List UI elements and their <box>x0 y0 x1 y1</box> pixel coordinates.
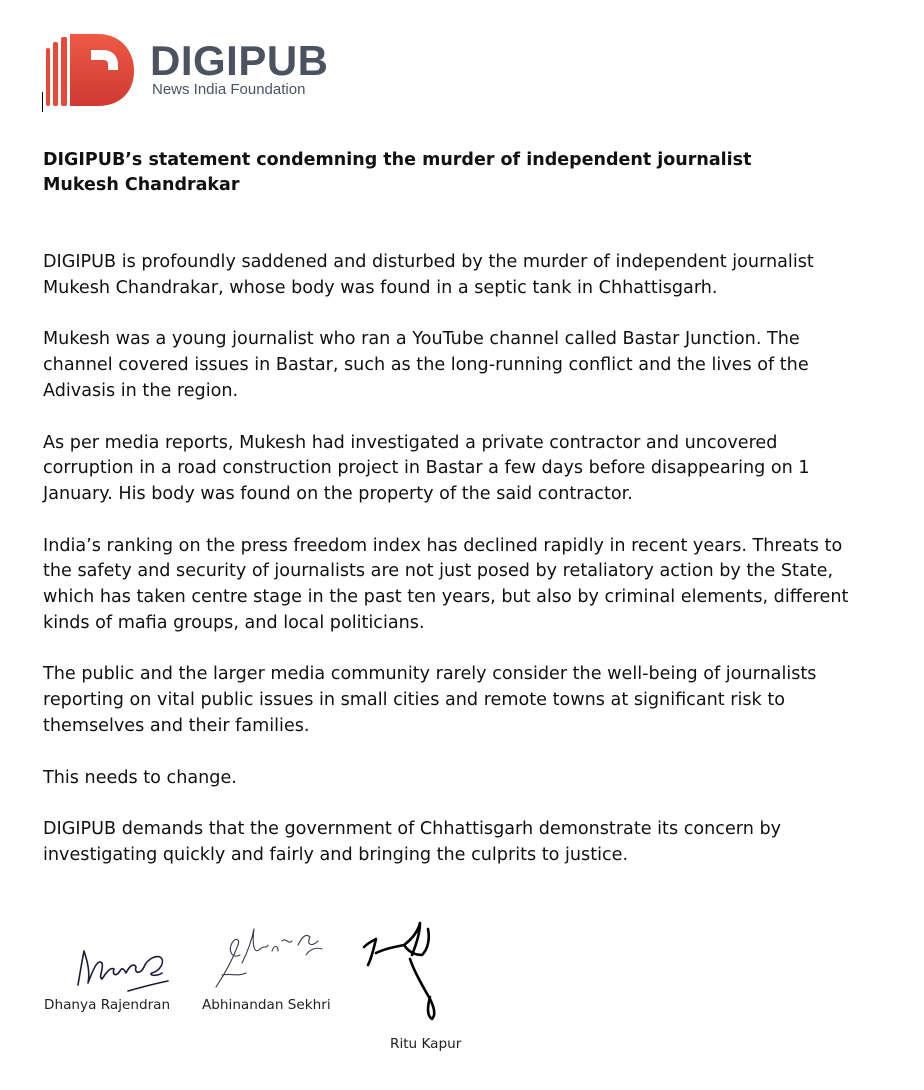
signature-dhanya-rajendran-icon <box>68 933 178 998</box>
paragraph: DIGIPUB is profoundly saddened and disturbed by the murder of independent journalist Mukesh Chandrakar, whose body was found in a septic tank in Chhattisgarh. <box>43 252 814 298</box>
paragraph: India’s ranking on the press freedom index has declined rapidly in recent years. Threats to the safety and security of journalists are not just posed by retaliatory action by the State, which has taken centre stage in the past ten years, but also by criminal elements, different kinds of mafia groups, and local politicians. <box>43 535 849 633</box>
digipub-logo <box>44 34 344 114</box>
text-cursor <box>42 92 43 112</box>
signatures <box>40 905 520 1085</box>
paragraph: Mukesh was a young journalist who ran a YouTube channel called Bastar Junction. The channel covered issues in Bastar, such as the long-running conflict and the lives of the Adivasis in the region. <box>43 329 809 401</box>
signature-ritu-kapur-icon <box>358 909 450 1021</box>
logo-wordmark: DIGIPUB <box>150 37 329 84</box>
digipub-logo-mark-icon <box>44 34 136 108</box>
logo-tagline: News India Foundation <box>152 81 306 98</box>
signature-abhinandan-sekhri-icon <box>202 915 332 995</box>
statement-title: DIGIPUB’s statement condemning the murder of independent journalist Mukesh Chandrakar <box>43 150 752 195</box>
signatory-name: Dhanya Rajendran <box>44 997 171 1013</box>
signatory-name: Ritu Kapur <box>390 1036 462 1052</box>
signatory-name: Abhinandan Sekhri <box>202 997 331 1013</box>
paragraph: As per media reports, Mukesh had investigated a private contractor and uncovered corruption in a road construction project in Bastar a few days before disappearing on 1 January. His body was found on the property of the said contractor. <box>43 432 810 504</box>
paragraph: The public and the larger media community rarely consider the well-being of journalists reporting on vital public issues in small cities and remote towns at significant risk to themselves and their families. <box>43 664 817 736</box>
paragraph: DIGIPUB demands that the government of Chhattisgarh demonstrate its concern by investigating quickly and fairly and bringing the culprits to justice. <box>43 819 782 865</box>
paragraph: This needs to change. <box>43 767 237 788</box>
statement-body <box>43 250 873 895</box>
